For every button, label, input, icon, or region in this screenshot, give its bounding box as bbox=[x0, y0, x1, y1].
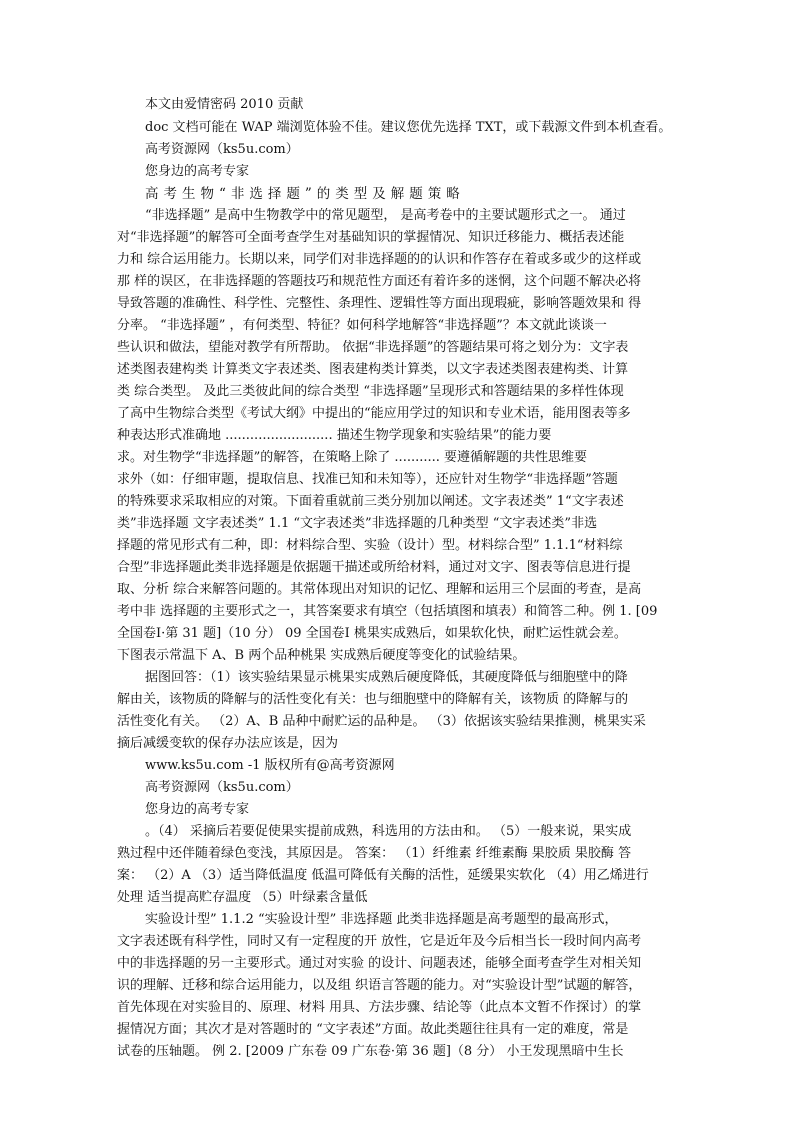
site-name: 高考资源网（ks5u.com） bbox=[145, 142, 299, 157]
paragraph-line: 中的非选择题的另一主要形式。通过对实验 的设计、问题表述，能够全面考查学生对相关知 bbox=[117, 956, 642, 971]
paragraph-line: 识的理解、迁移和综合运用能力，以及组 织语言答题的能力。对“实验设计型”试题的解答， bbox=[117, 978, 642, 993]
paragraph-line: 案： （2）A （3）适当降低温度 低温可降低有关酶的活性，延缓果实软化 （4）用乙烯进行 bbox=[117, 868, 649, 883]
paragraph-line: 文字表述既有科学性，同时又有一定程度的开 放性，它是近年及今后相当长一段时间内高考 bbox=[117, 934, 642, 949]
paragraph-line: 些认识和做法，望能对教学有所帮助。 依据“非选择题”的答题结果可将之划分为：文字表 bbox=[117, 340, 629, 355]
site-slogan: 您身边的高考专家 bbox=[145, 164, 250, 179]
paragraph-line: 摘后减缓变软的保存办法应该是，因为 bbox=[117, 736, 339, 751]
paragraph-line: 求外（如：仔细审题，提取信息、找准已知和未知等），还应针对生物学“非选择题”答题 bbox=[117, 472, 618, 487]
paragraph-line: 类”非选择题 文字表述类” 1.1 “文字表述类”非选择题的几种类型 “文字表述类”非选 bbox=[117, 516, 598, 531]
paragraph-line: 活性变化有关。 （2）A、B 品种中耐贮运的品种是。 （3）依据该实验结果推测，桃果实采 bbox=[117, 714, 646, 729]
paragraph-line: 对“非选择题”的解答可全面考查学生对基础知识的掌握情况、知识迁移能力、概括表述能 bbox=[117, 230, 625, 245]
paragraph-line: 考中非 选择题的主要形式之一，其答案要求有填空（包括填图和填表）和简答二种。例 1. [09 bbox=[117, 604, 658, 619]
notice-line: doc 文档可能在 WAP 端浏览体验不佳。建议您优先选择 TXT，或下载源文件到本机查看。 bbox=[145, 120, 672, 135]
paragraph-line: 首先体现在对实验目的、原理、材料 用具、方法步骤、结论等（此点本文暂不作探讨）的掌 bbox=[117, 1000, 642, 1015]
paragraph-line: 据图回答：（1）该实验结果显示桃果实成熟后硬度降低，其硬度降低与细胞壁中的降 bbox=[145, 670, 628, 685]
paragraph-line: 合型”非选择题此类非选择题是依据题干描述或所给材料，通过对文字、图表等信息进行提 bbox=[117, 560, 631, 575]
paragraph-line: 求。对生物学“非选择题”的解答，在策略上除了 ........... 要遵循解题的共性思维要 bbox=[117, 450, 588, 465]
paragraph-line: 力和 综合运用能力。长期以来，同学们对非选择题的的认识和作答存在着或多或少的这样或 bbox=[117, 252, 642, 267]
paragraph-line: 实验设计型” 1.1.2 “实验设计型” 非选择题 此类非选择题是高考题型的最高形式， bbox=[145, 912, 618, 927]
paragraph-line: 取、分析 综合来解答问题的。其常体现出对知识的记忆、理解和运用三个层面的考查，是高 bbox=[117, 582, 642, 597]
paragraph-line: 类 综合类型。 及此三类彼此间的综合类型 “非选择题”呈现形式和答题结果的多样性体现 bbox=[117, 384, 624, 399]
paragraph-line: 。（4） 采摘后若要促使果实提前成熟，科选用的方法由和。 （5）一般来说，果实成 bbox=[145, 824, 632, 839]
paragraph-line: 分率。 “非选择题” ，有何类型、特征？如何科学地解答“非选择题”？本文就此谈谈一 bbox=[117, 318, 607, 333]
paragraph-line: 导致答题的准确性、科学性、完整性、条理性、逻辑性等方面出现瑕疵，影响答题效果和 得 bbox=[117, 296, 642, 311]
document-title: 高考生物“非选择题”的类型及解题策略 bbox=[145, 186, 465, 202]
paragraph-line: 下图表示常温下 A、B 两个品种桃果 实成熟后硬度等变化的试验结果。 bbox=[117, 648, 526, 663]
paragraph-line: 熟过程中还伴随着绿色变浅，其原因是。 答案： （1）纤维素 纤维素酶 果胶质 果胶酶 答 bbox=[117, 846, 632, 861]
contributor-line: 本文由爱情密码 2010 贡献 bbox=[145, 97, 304, 112]
site-slogan: 您身边的高考专家 bbox=[145, 802, 250, 817]
paragraph-line: 试卷的压轴题。 例 2. [2009 广东卷 09 广东卷·第 36 题]（8 分） 小王发现黑暗中生长 bbox=[117, 1044, 624, 1059]
paragraph-line: 解由关，该物质的降解与的活性变化有关：也与细胞壁中的降解有关，该物质 的降解与的 bbox=[117, 692, 629, 707]
paragraph-line: “非选择题” 是高中生物教学中的常见题型， 是高考卷中的主要试题形式之一。 通过 bbox=[145, 208, 626, 223]
paragraph-line: 那 样的误区，在非选择题的答题技巧和规范性方面还有着许多的迷惘，这个问题不解决必将 bbox=[117, 274, 642, 289]
paragraph-line: 处理 适当提高贮存温度 （5）叶绿素含量低 bbox=[117, 890, 368, 905]
paragraph-line: 握情况方面；其次才是对答题时的 “文字表述”方面。故此类题往往具有一定的难度，常是 bbox=[117, 1022, 629, 1037]
site-name: 高考资源网（ks5u.com） bbox=[145, 780, 299, 795]
paragraph-line: 述类图表建构类 计算类文字表述类、图表建构类计算类，以文字表述类图表建构类、计算 bbox=[117, 362, 629, 377]
paragraph-line: 了高中生物综合类型《考试大纲》中提出的“能应用学过的知识和专业术语，能用图表等多 bbox=[117, 406, 631, 421]
copyright-line: www.ks5u.com -1 版权所有@高考资源网 bbox=[145, 758, 395, 773]
paragraph-line: 全国卷Ⅰ·第 31 题]（10 分） 09 全国卷Ⅰ 桃果实成熟后，如果软化快，耐贮运性就会差。 bbox=[117, 626, 627, 641]
paragraph-line: 种表达形式准确地 .......................... 描述生物学现象和实验结果”的能力要 bbox=[117, 428, 552, 443]
paragraph-line: 择题的常见形式有二种，即：材料综合型、实验（设计）型。材料综合型” 1.1.1“材料综 bbox=[117, 538, 623, 553]
paragraph-line: 的特殊要求采取相应的对策。下面着重就前三类分别加以阐述。文字表述类” 1“文字表述 bbox=[117, 494, 624, 509]
